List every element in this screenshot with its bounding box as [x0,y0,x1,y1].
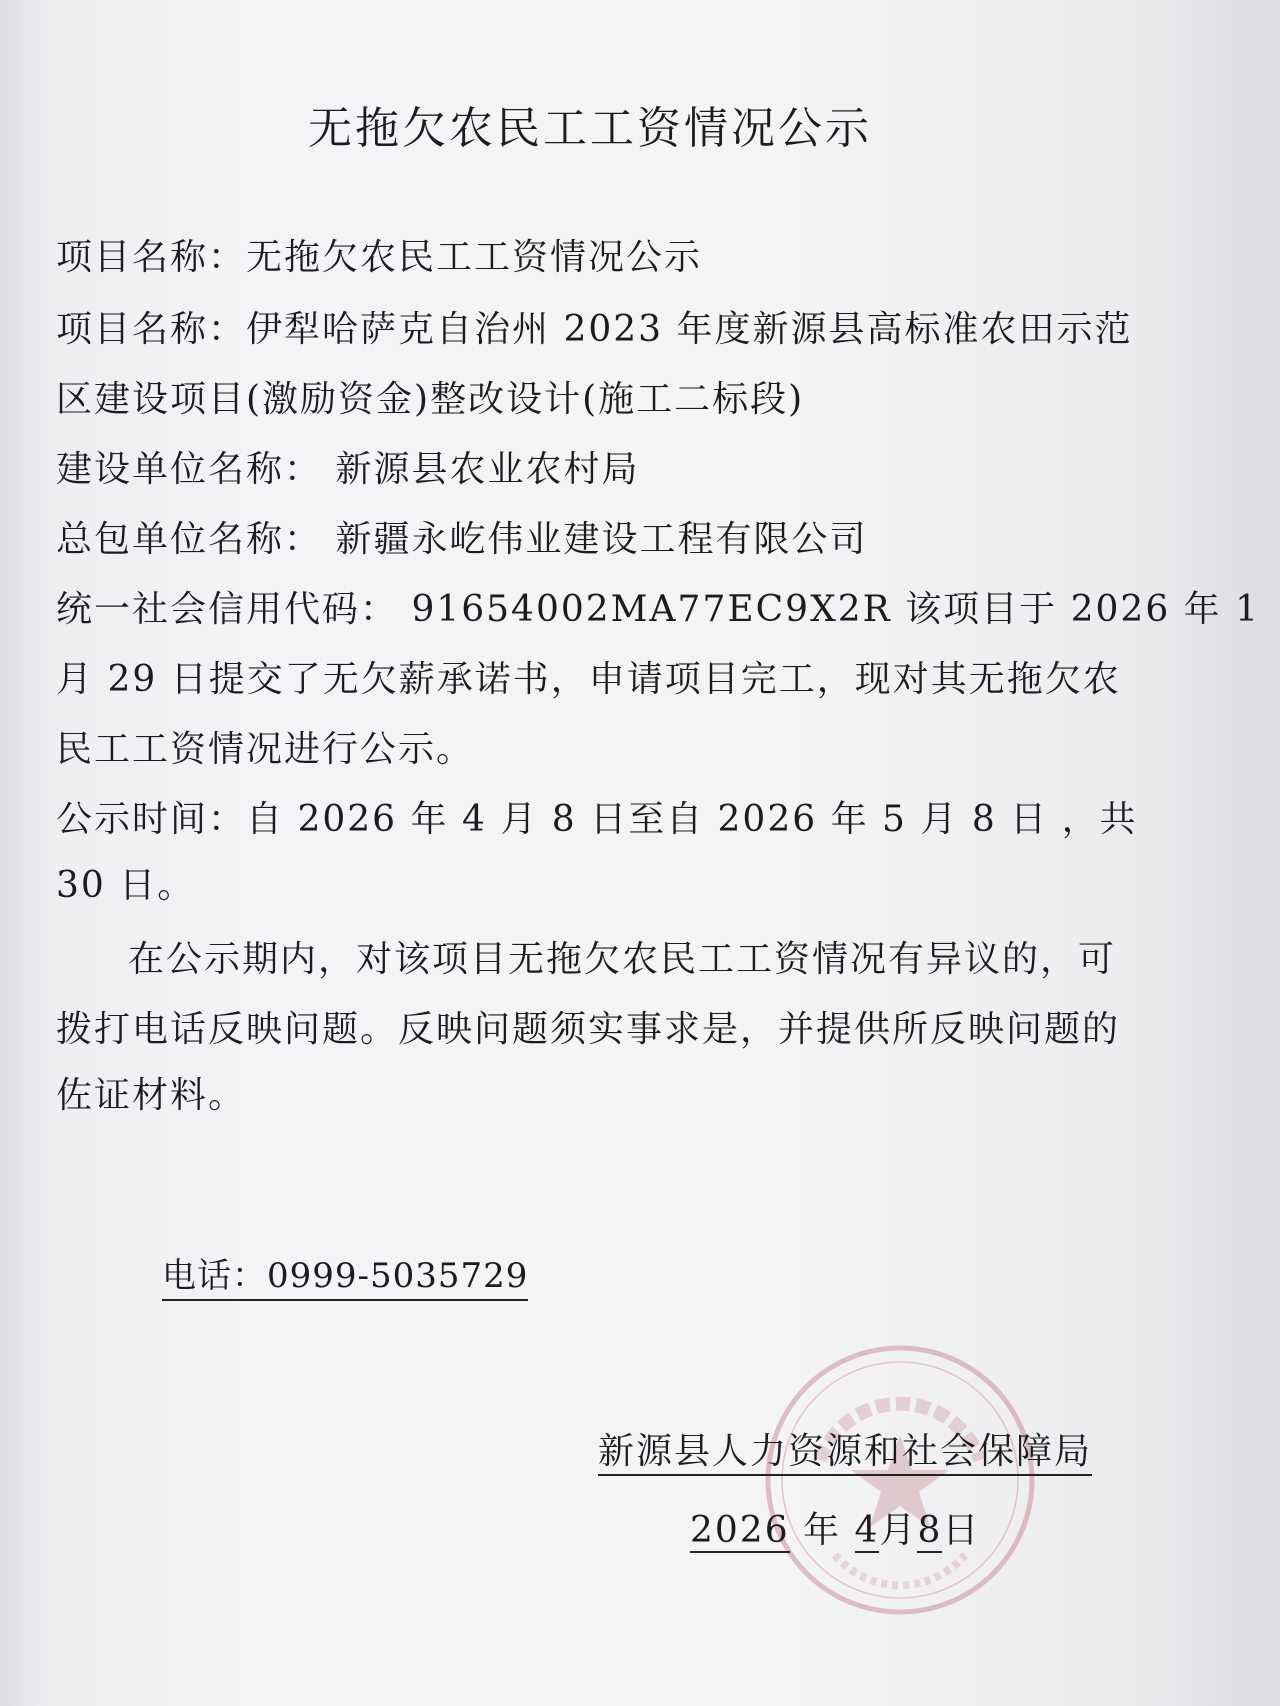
project-name-line-2: 项目名称：伊犁哈萨克自治州 2023 年度新源县高标准农田示范 [56,309,1133,350]
credit-code-line: 统一社会信用代码： 91654002MA77EC9X2R 该项目于 2026 年 1 [56,589,1261,630]
project-name-line-3: 区建设项目(激励资金)整改设计(施工二标段) [56,379,805,420]
date-day: 8 [917,1510,943,1551]
page-title: 无拖欠农民工工资情况公示 [308,103,872,154]
issuer-signature: 新源县人力资源和社会保障局 [598,1423,1092,1476]
objection-line-3: 佐证材料。 [56,1075,247,1116]
date-day-unit: 日 [942,1510,981,1551]
notice-period-line: 公示时间：自 2026 年 4 月 8 日至自 2026 年 5 月 8 日 ，共 [56,799,1138,840]
notice-period-days: 30 日。 [56,865,196,906]
objection-line-2: 拨打电话反映问题。反映问题须实事求是，并提供所反映问题的 [56,1009,1121,1050]
date-year: 2026 [690,1510,790,1551]
phone-number: 电话：0999-5035729 [162,1248,528,1301]
construction-unit-line: 建设单位名称： 新源县农业农村局 [56,449,640,490]
official-seal-icon [760,1340,1040,1620]
date-month-unit: 月 [879,1510,918,1551]
commitment-line: 月 29 日提交了无欠薪承诺书，申请项目完工，现对其无拖欠农 [56,659,1121,700]
contractor-line: 总包单位名称： 新疆永屹伟业建设工程有限公司 [56,519,868,560]
date-year-unit: 年 [789,1510,855,1551]
issue-date [690,1502,980,1553]
objection-line-1: 在公示期内，对该项目无拖欠农民工工资情况有异议的，可 [128,939,1117,980]
project-name-line-1: 项目名称：无拖欠农民工工资情况公示 [56,237,703,278]
notice-line: 民工工资情况进行公示。 [56,729,475,770]
date-month: 4 [854,1510,880,1551]
